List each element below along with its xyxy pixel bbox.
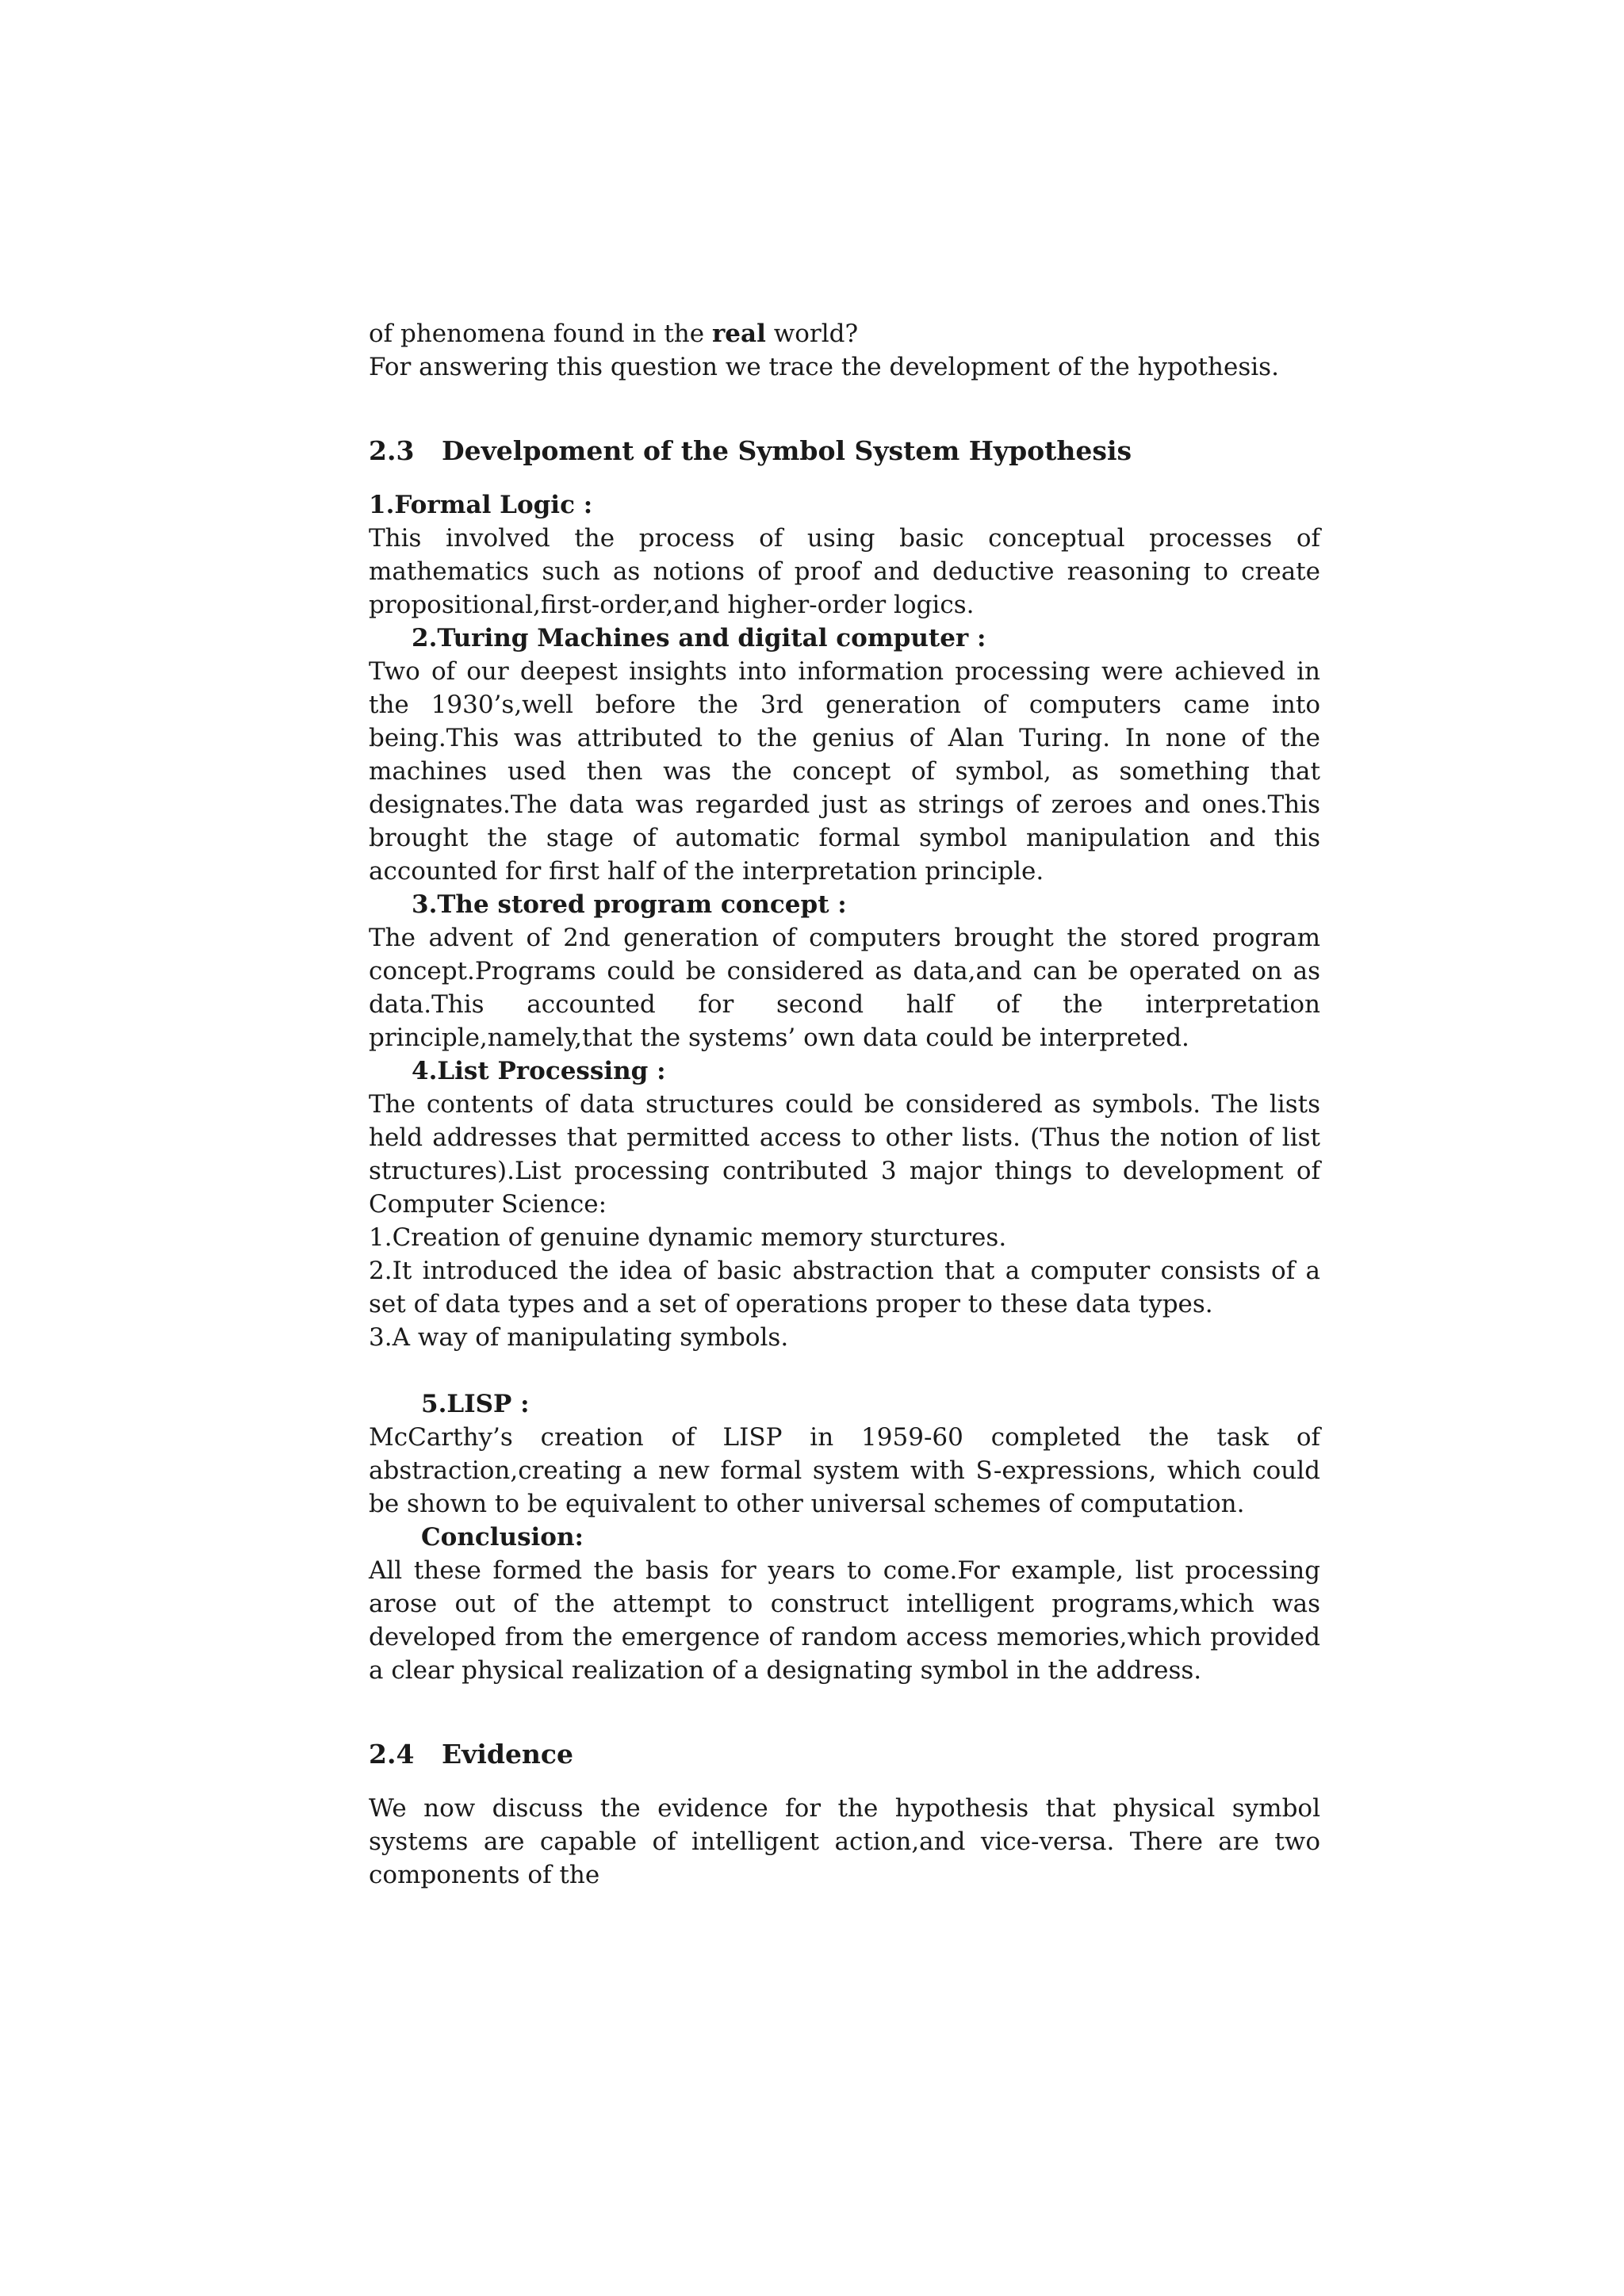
section-heading-2-4 <box>369 1738 1320 1771</box>
intro-line-1: of phenomena found in the real world? <box>369 320 859 348</box>
paragraph-list-processing: The contents of data structures could be considered as symbols. The lists held addresses that permitted access to other lists. (Thus the notion of list structures).List processing contributed 3 major things to development of Computer Science: <box>369 1090 1320 1219</box>
subheading-conclusion: Conclusion: <box>421 1523 584 1552</box>
emphasis-real: real <box>711 320 766 348</box>
page-body <box>369 317 1320 1892</box>
subheading-list-processing: 4.List Processing : <box>412 1057 666 1085</box>
section-title: Develpoment of the Symbol System Hypothesis <box>442 435 1132 466</box>
subheading-stored-program: 3.The stored program concept : <box>412 890 847 919</box>
paragraph-evidence: We now discuss the evidence for the hypothesis that physical symbol systems are capable of intelligent action,and vice-versa. There are two components of the <box>369 1794 1320 1889</box>
paragraph-stored-program: The advent of 2nd generation of computers brought the stored program concept.Programs could be considered as data,and can be operated on as data.This accounted for second half of the interpretation principle,namely,that the systems’ own data could be interpreted. <box>369 924 1320 1052</box>
subheading-turing-machines: 2.Turing Machines and digital computer : <box>412 624 986 652</box>
paragraph-turing-machines: Two of our deepest insights into information processing were achieved in the 1930’s,well before the 3rd generation of computers came into being.This was attributed to the genius of Alan Turing. In none of the machines used then was the concept of symbol, as something that designates.The data was regarded just as strings of zeroes and ones.This brought the stage of automatic formal symbol manipulation and this accounted for first half of the interpretation principle. <box>369 657 1320 886</box>
list-item: 2.It introduced the idea of basic abstraction that a computer consists of a set of data types and a set of operations proper to these data types. <box>369 1257 1320 1318</box>
paragraph-conclusion: All these formed the basis for years to come.For example, list processing arose out of the attempt to construct intelligent programs,which was developed from the emergence of random access memories,which provided a clear physical realization of a designating symbol in the address. <box>369 1556 1320 1685</box>
subheading-lisp: 5.LISP : <box>421 1390 530 1418</box>
section-number: 2.4 <box>369 1739 415 1770</box>
list-item: 3.A way of manipulating symbols. <box>369 1323 789 1352</box>
list-item: 1.Creation of genuine dynamic memory sturctures. <box>369 1223 1007 1252</box>
paragraph-formal-logic: This involved the process of using basic conceptual processes of mathematics such as notions of proof and deductive reasoning to create propositional,first-order,and higher-order logics. <box>369 524 1320 619</box>
section-number: 2.3 <box>369 435 415 466</box>
section-heading-2-3 <box>369 434 1320 468</box>
subheading-formal-logic: 1.Formal Logic : <box>369 491 593 519</box>
intro-line-2: For answering this question we trace the development of the hypothesis. <box>369 353 1279 381</box>
paragraph-lisp: McCarthy’s creation of LISP in 1959-60 completed the task of abstraction,creating a new formal system with S-expressions, which could be shown to be equivalent to other universal schemes of computation. <box>369 1423 1320 1518</box>
section-title: Evidence <box>442 1739 574 1770</box>
